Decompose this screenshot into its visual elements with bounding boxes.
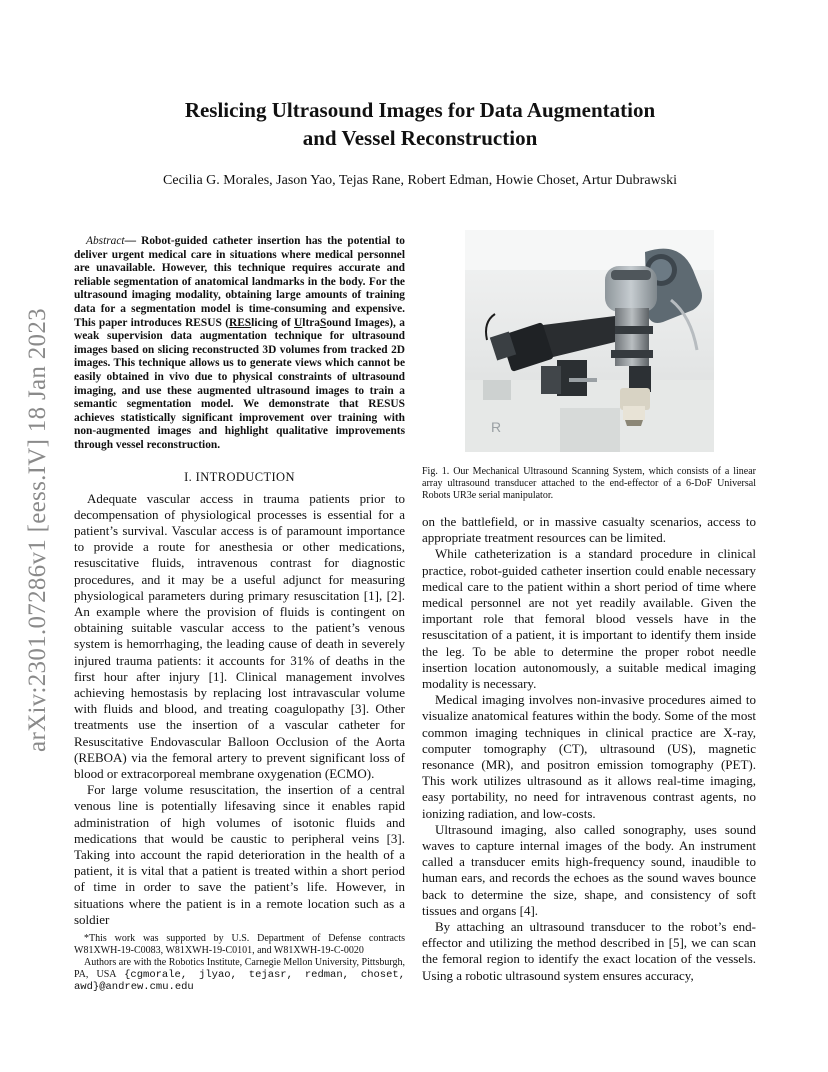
abstract-text-3: ltra	[302, 316, 320, 329]
footnote-funding: *This work was supported by U.S. Department of Defense contracts W81XWH-19-C0083, W81XWH-19-C0101, and W81XWH-19-C-0020	[74, 933, 405, 956]
abstract-text-4: ound Images), a weak supervision data augmentation technique for ultrasound images based on slicing reconstructed 3D volumes from tracked 2D images. This technique allows us to generate views which cannot be easily obtained in vivo due to physical constraints of ultrasound imaging, and use these augmented ultrasound images to train a semantic segmentation model. We demonstrate that RESUS achieves statistically significant improvement over training with non-augmented images and highlight qualitative improvements through vessel reconstruction.	[74, 316, 405, 451]
footnote-emails: {cgmorale, jlyao, tejasr, redman, choset, awd}@andrew.cmu.edu	[74, 969, 406, 993]
footnote	[74, 933, 405, 993]
background-lettering: R	[491, 419, 502, 435]
abstract-text-2: licing of	[251, 316, 295, 329]
abstract-underline-s: S	[320, 316, 327, 329]
figure-caption: Fig. 1. Our Mechanical Ultrasound Scanning System, which consists of a linear array ultrasound transducer attached to the end-effector of a 6-DoF Universal Robots UR3e serial manipulator.	[422, 466, 756, 501]
intro-paragraph-1: Adequate vascular access in trauma patients prior to decompensation of physiological processes is essential for a patient’s survival. Vascular access is of paramount importance to provide a route for anesthesia or other medications, resuscitative fluids, intravenous contrast for diagnostic procedures, and it may be a useful adjunct for measuring physiological parameters during primary resuscitation [1], [2]. An example where the provision of fluids is contingent on obtaining suitable vascular access to the patient’s venous system is hemorrhaging, the leading cause of death in severely injured trauma patients: it accounts for 31% of deaths in the first hour after injury [1]. Clinical management involves achieving hemostasis by replacing lost intravascular volume with fluids and blood, and treating coagulopathy [3]. Other treatments use the insertion of a vascular catheter for Resuscitative Endovascular Balloon Occlusion of the Aorta (REBOA) via the femoral artery to prevent significant loss of blood or extracorporeal membrane oxygenation (ECMO).	[74, 490, 405, 781]
footnote-affiliation-text: Authors are with the Robotics Institute, Carnegie Mellon University, Pittsburgh, PA, USA	[74, 957, 405, 980]
abstract	[74, 235, 405, 453]
author-list: Cecilia G. Morales, Jason Yao, Tejas Rane, Robert Edman, Howie Choset, Artur Dubrawski	[163, 173, 677, 188]
arxiv-identifier-text: arXiv:2301.07286v1 [eess.IV] 18 Jan 2023	[24, 308, 51, 752]
right-paragraph-2: While catheterization is a standard procedure in clinical practice, robot-guided catheter insertion could enable necessary medical care to the patient within a short period of time where medical personnel are not yet readily available. Given the important role that femoral blood vessels have in the resuscitation of a patient, it is important to identify them inside the leg. To be able to determine the proper robot needle insertion location autonomously, a suitable medical imaging modality is necessary.	[422, 546, 756, 692]
abstract-underline-res: RES	[228, 316, 252, 329]
footnote-affiliation	[74, 957, 405, 993]
title-line-1: Reslicing Ultrasound Images for Data Augmentation	[184, 98, 656, 122]
abstract-lead: Abstract	[86, 235, 125, 247]
left-column	[74, 235, 405, 928]
paper-title	[90, 96, 750, 152]
right-paragraph-1: on the battlefield, or in massive casualty scenarios, access to appropriate treatment resources can be limited.	[422, 514, 756, 546]
right-column	[422, 230, 756, 984]
abstract-text-1: — Robot-guided catheter insertion has the potential to deliver urgent medical care in situations where medical personnel are unavailable. However, this technique requires accurate and reliable segmentation of anatomical landmarks in the body. For the ultrasound imaging modality, obtaining large amounts of training data for a segmentation model is time-consuming and expensive. This paper introduces RESUS (	[74, 235, 405, 329]
right-paragraph-3: Medical imaging involves non-invasive procedures aimed to visualize anatomical features within the body. Some of the most common imaging techniques in clinical practice are X-ray, computer tomography (CT), ultrasound (US), magnetic resonance (MR), and positron emission tomography (PET). This work utilizes ultrasound as it allows real-time imaging, easy portability, no need for intravenous contrast agents, no ionizing radiation, and low-costs.	[422, 692, 756, 821]
intro-paragraph-2: For large volume resuscitation, the insertion of a central venous line is potentially lifesaving since it enables rapid administration of high volumes of isotonic fluids and medications that would be caustic to peripheral veins [3]. Taking into account the rapid deterioration in the health of a patient, it is vital that a patient is treated within a short period of time in order to save the patient’s life. However, in situations where the patient is in a remote location such as a soldier	[74, 782, 405, 927]
title-line-2: and Vessel Reconstruction	[302, 126, 538, 150]
arxiv-identifier-stamp	[24, 290, 52, 770]
section-heading-introduction: I. INTRODUCTION	[184, 469, 295, 484]
robot-system-photo	[465, 230, 714, 452]
right-paragraph-5: By attaching an ultrasound transducer to the robot’s end-effector and utilizing the method described in [5], we can scan the femoral region to identify the exact location of the vessels. Using a robotic ultrasound system ensures accuracy,	[422, 919, 756, 983]
abstract-underline-u: U	[294, 316, 303, 329]
robot-photo-illustration	[465, 230, 714, 452]
right-paragraph-4: Ultrasound imaging, also called sonography, uses sound waves to capture internal images of the body. An instrument called a transducer emits high-frequency sound, inaudible to human ears, and records the echoes as the sound waves bounce back to determine the size, shape, and consistency of soft tissues and organs [4].	[422, 821, 756, 918]
